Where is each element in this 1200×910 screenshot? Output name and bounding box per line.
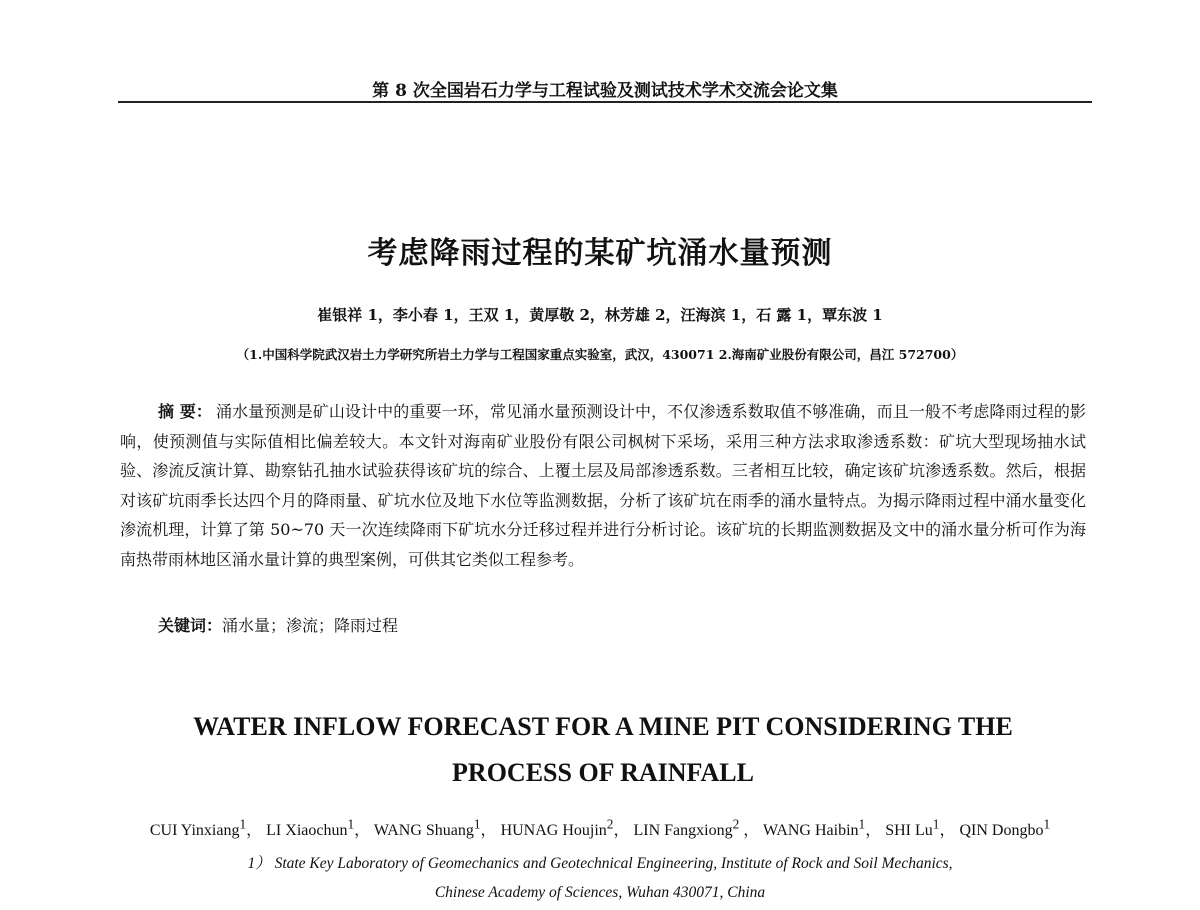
- author-en: WANG Shuang$^1$，: [373, 817, 497, 840]
- affiliation-chinese: （1.中国科学院武汉岩土力学研究所岩土力学与工程国家重点实验室，武汉，430071 2.海南矿业股份有限公司，昌江 572700）: [236, 347, 964, 362]
- keywords-text: 涌水量；渗流；降雨过程: [222, 616, 399, 635]
- author-en: LI Xiaochun$^1$，: [266, 817, 371, 840]
- abstract-text: 涌水量预测是矿山设计中的重要一环，常见涌水量预测设计中，不仅渗透系数取值不够准确，而且一般不考虑降雨过程的影响，使预测值与实际值相比偏差较大。本文针对海南矿业股份有限公司枫树下采场，采用三种方法求取渗透系数：矿坑大型现场抽水试验、渗流反演计算、勘察钻孔抽水试验获得该矿坑的综合、上覆土层及局部渗透系数。三者相互比较，确定该矿坑渗透系数。然后，根据对该矿坑雨季长达四个月的降雨量、矿坑水位及地下水位等监测数据，分析了该矿坑在雨季的涌水量特点。为揭示降雨过程中涌水量变化渗流机理，计算了第 50~70 天一次连续降雨下矿坑水分迁移过程并进行分析讨论。该矿坑的长期监测数据及文中的涌水量分析可作为海南热带雨林地区涌水量计算的典型案例，可供其它类似工程参考。: [120, 402, 1086, 569]
- author-en: HUNAG Houjin$^2$，: [500, 817, 630, 840]
- title-english-line-2: PROCESS OF RAINFALL: [452, 758, 754, 787]
- author-en: WANG Haibin$^1$，: [762, 817, 882, 840]
- author-en: LIN Fangxiong$^2$ ，: [633, 817, 760, 840]
- header-rule: [118, 101, 1092, 103]
- title-english: [120, 704, 1086, 796]
- author-en: QIN Dongbo$^1$: [959, 817, 1051, 840]
- title-chinese: 考虑降雨过程的某矿坑涌水量预测: [367, 236, 833, 271]
- affiliation-english: [0, 849, 1200, 907]
- authors-chinese: 崔银祥 1，李小春 1，王双 1，黄厚敬 2，林芳雄 2，汪海滨 1，石 露 1，覃东波 1: [317, 306, 883, 324]
- author-en: SHI Lu$^1$，: [885, 817, 956, 840]
- abstract-label: 摘 要：: [158, 402, 213, 421]
- keywords-chinese: [158, 613, 398, 636]
- affiliation-english-line-1: 1） State Key Laboratory of Geomechanics and Geotechnical Engineering, Institute of Rock and Soil Mechanics,: [247, 855, 953, 872]
- running-header: 第 8 次全国岩石力学与工程试验及测试技术学术交流会论文集: [372, 81, 838, 101]
- keywords-label: 关键词：: [158, 616, 223, 635]
- title-english-line-1: WATER INFLOW FORECAST FOR A MINE PIT CONSIDERING THE: [193, 712, 1013, 741]
- author-en: CUI Yinxiang$^1$，: [149, 817, 263, 840]
- authors-english: [0, 817, 1200, 840]
- affiliation-english-line-2: Chinese Academy of Sciences, Wuhan 430071, China: [434, 884, 766, 901]
- abstract-chinese: [120, 397, 1086, 574]
